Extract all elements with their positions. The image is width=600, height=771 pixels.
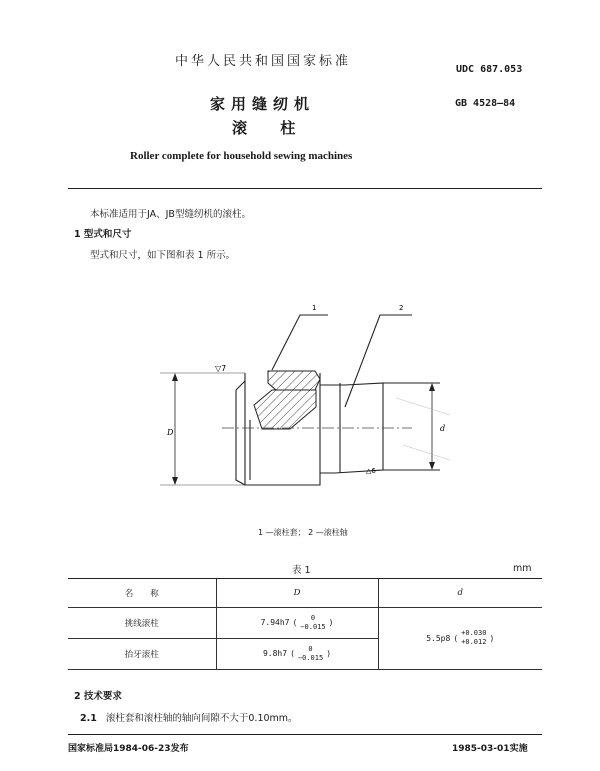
dim-D-label: D bbox=[167, 428, 174, 437]
section-2-heading: 2 技术要求 bbox=[74, 691, 122, 702]
table-title: 表 1 bbox=[292, 565, 311, 576]
document-title: 家用缝纫机 bbox=[210, 95, 316, 113]
table-row bbox=[68, 607, 542, 638]
document-subtitle: 滚 柱 bbox=[232, 119, 310, 137]
issued-date: 国家标准局1984-06-23发布 bbox=[68, 744, 189, 754]
table-unit: mm bbox=[513, 563, 532, 574]
header-D: D bbox=[216, 579, 378, 607]
gb-code: GB 4528—84 bbox=[455, 98, 516, 109]
leader-label-1: 1 bbox=[312, 304, 317, 312]
d-value-cell: 5.5p8 ( +0.030 +0.012 ) bbox=[378, 607, 542, 669]
row-D-value: 7.94h7 ( 0 −0.015 ) bbox=[216, 607, 378, 638]
header-d: d bbox=[378, 579, 542, 607]
roughness-7-mark: ▽7 bbox=[215, 364, 227, 373]
requirement-number: 2.1 bbox=[80, 713, 97, 724]
scope-text: 本标准适用于JA、JB型缝纫机的滚柱。 bbox=[90, 209, 251, 220]
row-name: 抬牙滚柱 bbox=[68, 638, 216, 669]
section-1-text: 型式和尺寸，如下图和表 1 所示。 bbox=[90, 250, 236, 261]
row-D-value: 9.8h7 ( 0 −0.015 ) bbox=[216, 638, 378, 669]
leader-label-2: 2 bbox=[399, 304, 404, 312]
english-title: Roller complete for household sewing machines bbox=[130, 150, 353, 162]
dimensions-table bbox=[68, 579, 542, 670]
footer-rule bbox=[68, 734, 542, 735]
roller-drawing bbox=[150, 295, 470, 500]
header-name: 名 称 bbox=[68, 579, 216, 607]
roughness-6-mark: △6 bbox=[366, 467, 376, 475]
country-standard-title: 中华人民共和国国家标准 bbox=[175, 54, 352, 69]
requirement-2-1 bbox=[80, 710, 298, 724]
dim-d-label: d bbox=[440, 424, 446, 433]
section-1-heading: 1 型式和尺寸 bbox=[74, 229, 132, 240]
requirement-text: 滚柱套和滚柱轴的轴向间隙不大于0.10mm。 bbox=[105, 713, 298, 724]
figure-caption: 1 —滚柱套； 2 —滚柱轴 bbox=[258, 528, 348, 537]
udc-code: UDC 687.053 bbox=[456, 64, 523, 75]
row-name: 挑线滚柱 bbox=[68, 607, 216, 638]
header-rule bbox=[68, 188, 542, 189]
table-header-row bbox=[68, 579, 542, 607]
effective-date: 1985-03-01实施 bbox=[452, 744, 528, 754]
